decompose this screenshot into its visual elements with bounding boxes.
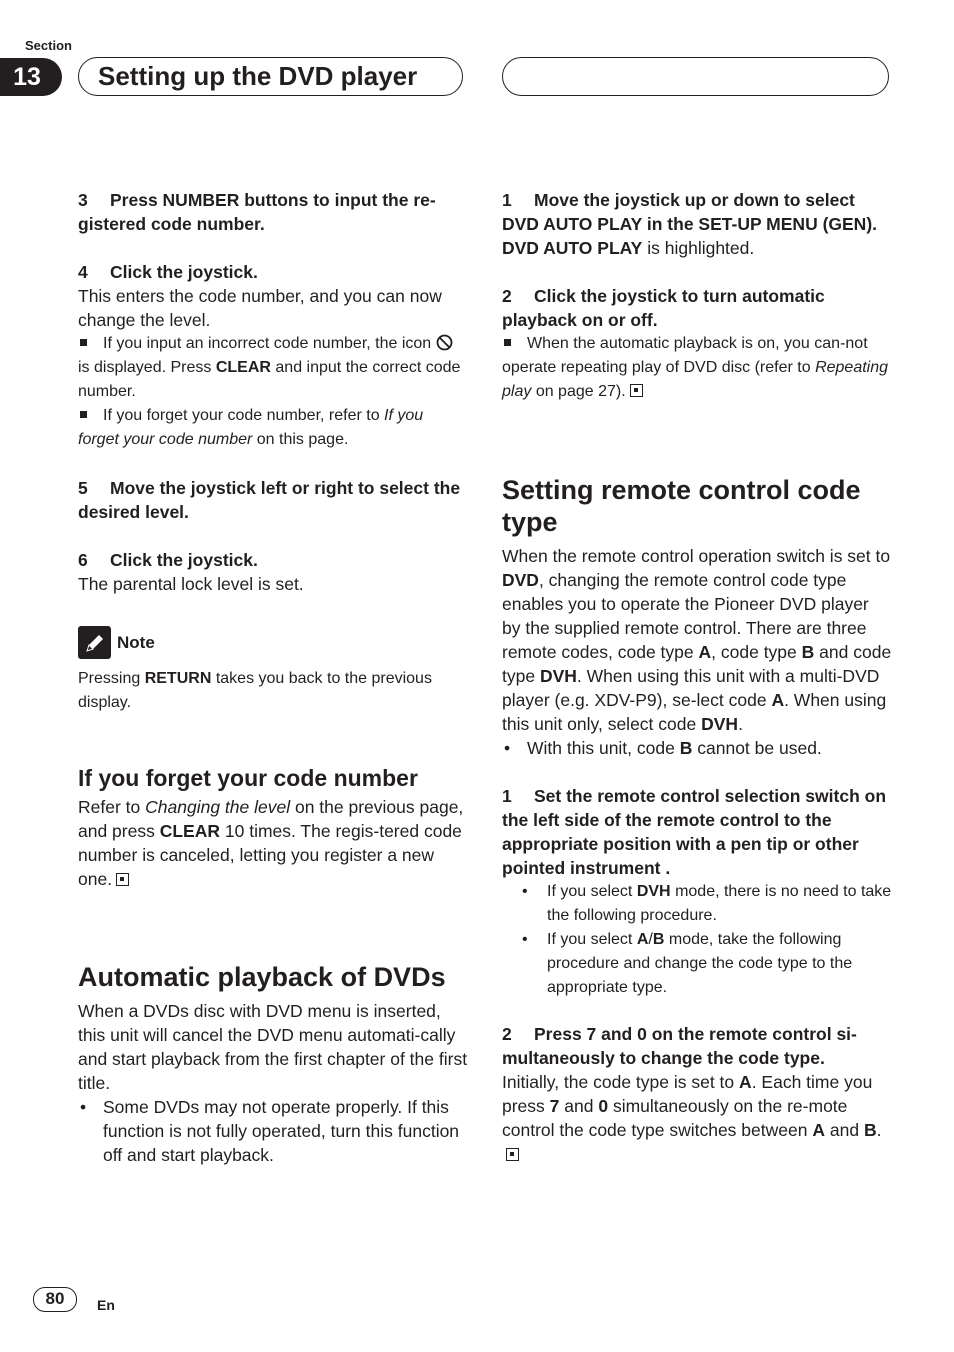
- remote-step-2-body: Initially, the code type is set to A. Each time you press 7 and 0 simultaneously on the re-mote control the code type switches between A and B.: [502, 1070, 892, 1166]
- repeating-play-link[interactable]: Repeating play: [502, 359, 889, 400]
- step-5: 5 Move the joystick left or right to select the desired level.: [78, 478, 461, 522]
- auto-playback-heading: Automatic playback of DVDs: [78, 962, 446, 992]
- end-mark-icon: [630, 384, 643, 397]
- remote-code-bullet: • With this unit, code B cannot be used.: [502, 736, 892, 760]
- section-label: Section: [25, 38, 72, 53]
- square-bullet-icon: [80, 411, 87, 418]
- square-bullet-icon: [504, 339, 511, 346]
- page-number: 80: [33, 1287, 77, 1312]
- right-step-1-body: DVD AUTO PLAY is highlighted.: [502, 238, 755, 258]
- forget-code-link[interactable]: If you forget your code number: [78, 407, 424, 448]
- remote-step-2: 2 Press 7 and 0 on the remote control si-multaneously to change the code type.: [502, 1024, 857, 1068]
- right-column: [502, 188, 892, 1166]
- left-column: [78, 188, 468, 1167]
- note-header: Note: [78, 626, 468, 659]
- step-4-body: This enters the code number, and you can now change the level.: [78, 286, 442, 330]
- right-step-2-note: When the automatic playback is on, you can-not operate repeating play of DVD disc (refer to Repeating play on page 27).: [502, 335, 889, 400]
- section-number: 13: [0, 58, 62, 96]
- step-4-note-incorrect-code: If you input an incorrect code number, the icon is displayed. Press CLEAR and input the correct code number.: [78, 335, 461, 400]
- step-6-body: The parental lock level is set.: [78, 574, 304, 594]
- remote-step-1: 1 Set the remote control selection switch on the left side of the remote control to the appropriate position with a pen tip or other pointed instrument .: [502, 786, 887, 878]
- changing-level-link[interactable]: Changing the level: [145, 797, 291, 817]
- note-body: Pressing RETURN takes you back to the previous display.: [78, 670, 432, 711]
- right-step-1: 1 Move the joystick up or down to select DVD AUTO PLAY in the SET-UP MENU (GEN).: [502, 190, 878, 234]
- auto-playback-body: When a DVDs disc with DVD menu is inserted, this unit will cancel the DVD menu automati-cally and start playback from the first chapter of the first title.: [78, 1001, 468, 1093]
- forget-code-heading: If you forget your code number: [78, 765, 418, 791]
- page-title: Setting up the DVD player: [78, 57, 463, 96]
- right-step-2: 2 Click the joystick to turn automatic playback on or off.: [502, 286, 825, 330]
- square-bullet-icon: [80, 339, 87, 346]
- step-4-note-forget-code: If you forget your code number, refer to If you forget your code number on this page.: [78, 407, 424, 448]
- end-mark-icon: [506, 1148, 519, 1161]
- remote-code-heading: Setting remote control code type: [502, 475, 861, 537]
- header-blank-box: [502, 57, 889, 96]
- step-3: 3 Press NUMBER buttons to input the re-gistered code number.: [78, 190, 436, 234]
- step-4: 4 Click the joystick.: [78, 262, 258, 282]
- language-label: En: [97, 1297, 115, 1313]
- auto-playback-bullet: • Some DVDs may not operate properly. If this function is not fully operated, turn this function off and start playback.: [78, 1095, 468, 1167]
- end-mark-icon: [116, 873, 129, 886]
- prohibited-icon: [436, 334, 453, 351]
- forget-code-body: Refer to Changing the level on the previous page, and press CLEAR 10 times. The regis-tered code number is canceled, letting you register a new one.: [78, 797, 464, 889]
- step-6: 6 Click the joystick.: [78, 550, 258, 570]
- remote-step-1-bullet-dvh: • If you select DVH mode, there is no need to take the following procedure.: [502, 880, 892, 928]
- note-pencil-icon: [78, 626, 111, 659]
- remote-code-body: When the remote control operation switch is set to DVD, changing the remote control code type enables you to operate the Pioneer DVD player by the supplied remote control. There are three remote codes, code type A, code type B and code type DVH. When using this unit with a multi-DVD player (e.g. XDV-P9), se-lect code A. When using this unit only, select code DVH.: [502, 546, 892, 734]
- remote-step-1-bullet-ab: • If you select A/B mode, take the following procedure and change the code type to the appropriate type.: [502, 928, 892, 1000]
